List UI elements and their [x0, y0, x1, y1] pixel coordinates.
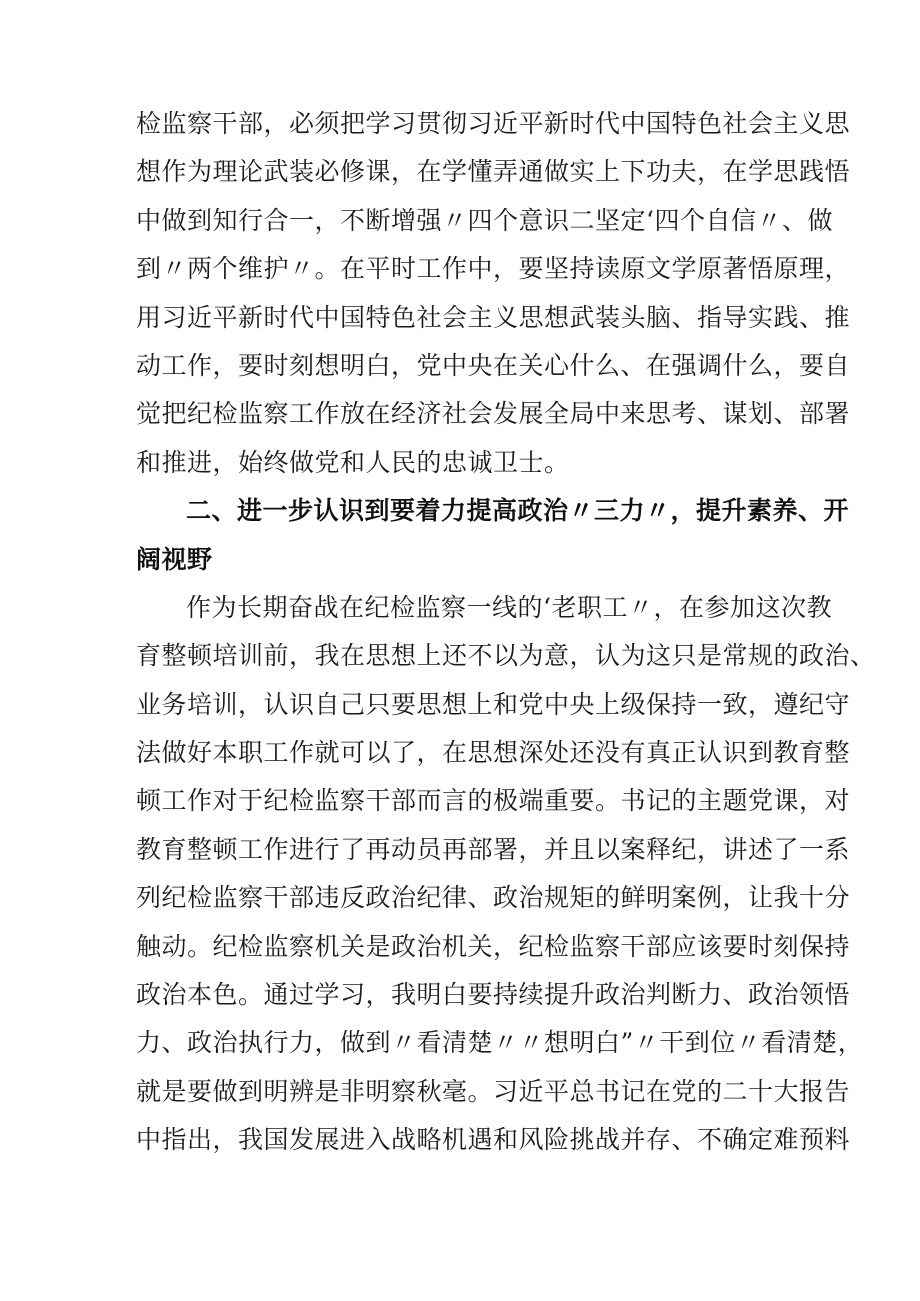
text-line: 觉把纪检监察工作放在经济社会发展全局中来思考、谋划、部署 [136, 399, 851, 429]
heading-line: 二、进一步认识到要着力提高政治〃三力〃，提升素养、开 [186, 496, 850, 526]
text-line: 中做到知行合一，不断增强〃四个意识二坚定‘四个自信〃、做 [136, 205, 833, 235]
text-line: 力、政治执行力，做到〃看清楚〃〃想明白”〃干到位〃看清楚， [136, 1028, 864, 1058]
text-line: 法做好本职工作就可以了，在思想深处还没有真正认识到教育整 [136, 738, 851, 768]
text-line: 育整顿培训前，我在思想上还不以为意，认为这只是常规的政治、 [136, 641, 876, 671]
text-line: 就是要做到明辨是非明察秋毫。习近平总书记在党的二十大报告 [136, 1076, 851, 1106]
text-line: 检监察干部，必须把学习贯彻习近平新时代中国特色社会主义思 [136, 109, 851, 138]
text-line: 到〃两个维护〃。在平时工作中，要坚持读原文学原著悟原理， [136, 254, 851, 284]
text-line: 想作为理论武装必修课，在学懂弄通做实上下功夫，在学思践悟 [136, 157, 851, 187]
text-line: 用习近平新时代中国特色社会主义思想武装头脑、指导实践、推 [136, 302, 851, 332]
document-body [136, 100, 876, 1165]
text-line: 业务培训，认识自己只要思想上和党中央上级保持一致，遵纪守 [136, 689, 851, 719]
text-line: 顿工作对于纪检监察干部而言的极端重要。书记的主题党课，对 [136, 786, 851, 816]
text-line: 和推进，始终做党和人民的忠诚卫士。 [136, 447, 570, 477]
paragraph-2 [136, 584, 876, 1165]
text-line: 触动。纪检监察机关是政治机关，纪检监察干部应该要时刻保持 [136, 931, 851, 961]
text-line: 动工作，要时刻想明白，党中央在关心什么、在强调什么，要自 [136, 350, 851, 380]
text-line: 中指出，我国发展进入战略机遇和风险挑战并存、不确定难预料 [136, 1125, 851, 1155]
text-line: 作为长期奋战在纪检监察一线的‘老职工〃，在参加这次教 [186, 592, 832, 622]
section-heading [136, 487, 850, 584]
text-line: 列纪检监察干部违反政治纪律、政治规矩的鲜明案例，让我十分 [136, 883, 851, 913]
paragraph-1 [136, 100, 851, 487]
text-line: 政治本色。通过学习，我明白要持续提升政治判断力、政治领悟 [136, 980, 851, 1010]
text-line: 教育整顿工作进行了再动员再部署，并且以案释纪，讲述了一系 [136, 834, 851, 864]
heading-line: 阔视野 [136, 544, 213, 574]
